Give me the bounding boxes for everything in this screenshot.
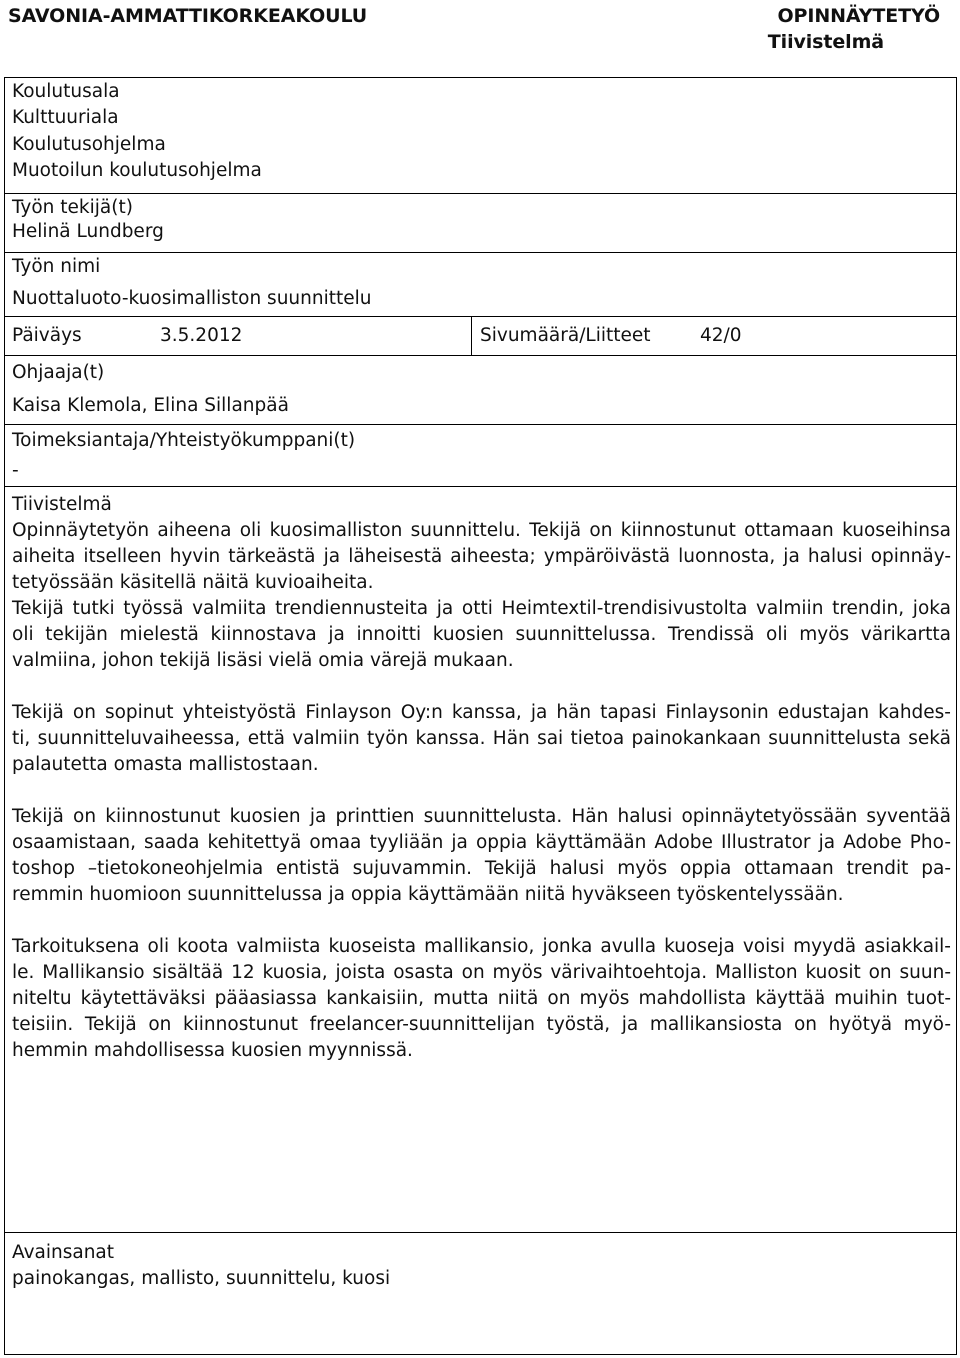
document-subtitle: Tiivistelmä: [767, 31, 884, 53]
field-value: Kulttuuriala: [12, 107, 119, 128]
abstract-paragraph-1: [12, 518, 951, 596]
date-label: Päiväys: [12, 325, 82, 346]
date-value: 3.5.2012: [160, 325, 243, 346]
text-line: osaamistaan, saada kehitettyä omaa tyyliään ja oppia käyttämään Adobe Illustrator ja Adobe Pho-: [12, 832, 951, 853]
institution-name: SAVONIA-AMMATTIKORKEAKOULU: [8, 5, 368, 27]
divider-author: [4, 193, 957, 194]
text-line: le. Mallikansio sisältää 12 kuosia, joista osasta on myös värivaihtoehtoja. Malliston kuosit on suun-: [12, 962, 951, 983]
supervisor-label: Ohjaaja(t): [12, 362, 105, 383]
text-line: oli tekijän mielestä kiinnostava ja innoitti kuosien suunnittelussa. Trendissä oli myös värikartta: [12, 624, 951, 645]
abstract-paragraph-4: [12, 804, 951, 908]
thesis-title-value: Nuottaluoto-kuosimalliston suunnittelu: [12, 288, 372, 309]
title-label: Työn nimi: [12, 256, 101, 277]
keywords-label: Avainsanat: [12, 1242, 115, 1263]
text-line: aiheita itselleen hyvin tärkeästä ja läheisestä aiheesta; ympäröivästä luonnosta, ja halusi opinnäy-: [12, 546, 951, 567]
divider-title: [4, 252, 957, 253]
pages-value: 42/0: [700, 325, 742, 346]
client-value: -: [12, 460, 19, 481]
pages-label: Sivumäärä/Liitteet: [480, 325, 651, 346]
document-type: OPINNÄYTETYÖ: [777, 5, 940, 27]
text-line: palautetta omasta mallistostaan.: [12, 754, 319, 775]
text-line: Tekijä tutki työssä valmiita trendiennusteita ja otti Heimtextil-trendisivustolta valmiin trendin, joka: [12, 598, 951, 619]
text-line: niteltu käytettäväksi pääasiassa kankaisiin, mutta niitä on myös mahdollista käyttää muihin tuot-: [12, 988, 951, 1009]
text-line: toshop –tietokoneohjelmia entistä sujuvammin. Tekijä halusi myös oppia ottamaan trendit pa-: [12, 858, 951, 879]
divider-date: [4, 316, 957, 317]
supervisor-value: Kaisa Klemola, Elina Sillanpää: [12, 395, 289, 416]
text-line: Tekijä on kiinnostunut kuosien ja printtien suunnittelusta. Hän halusi opinnäytetyössään syventää: [12, 806, 951, 827]
abstract-paragraph-3: [12, 700, 951, 778]
text-line: Opinnäytetyön aiheena oli kuosimalliston suunnittelu. Tekijä on kiinnostunut ottamaan kuoseihinsa: [12, 520, 951, 541]
divider-keywords: [4, 1232, 957, 1233]
date-row-divider: [471, 316, 472, 355]
client-label: Toimeksiantaja/Yhteistyökumppani(t): [12, 430, 356, 451]
text-line: Tarkoituksena oli koota valmiista kuoseista mallikansio, jonka avulla kuoseja voisi myydä asiakkail-: [12, 936, 951, 957]
abstract-paragraph-5: [12, 934, 951, 1064]
author-value: Helinä Lundberg: [12, 221, 164, 242]
divider-client: [4, 424, 957, 425]
abstract-label: Tiivistelmä: [12, 494, 112, 515]
author-label: Työn tekijä(t): [12, 197, 133, 218]
text-line: Tekijä on sopinut yhteistyöstä Finlayson Oy:n kanssa, ja hän tapasi Finlaysonin edustajan kahdes-: [12, 702, 951, 723]
text-line: ti, suunnitteluvaiheessa, että valmiin työn kanssa. Hän sai tietoa painokankaan suunnittelusta sekä: [12, 728, 951, 749]
abstract-paragraph-2: [12, 596, 951, 674]
text-line: tetyössään käsitellä näitä kuvioaiheita.: [12, 572, 374, 593]
text-line: remmin huomioon suunnittelussa ja oppia käyttämään niitä hyväkseen työskentelyssään.: [12, 884, 844, 905]
programme-label: Koulutusohjelma: [12, 134, 166, 155]
divider-abstract: [4, 486, 957, 487]
field-label: Koulutusala: [12, 81, 120, 102]
text-line: hemmin mahdollisessa kuosien myynnissä.: [12, 1040, 413, 1061]
keywords-value: painokangas, mallisto, suunnittelu, kuosi: [12, 1268, 391, 1289]
text-line: teisiin. Tekijä on kiinnostunut freelancer-suunnittelijan työstä, ja mallikansiosta on hyötyä myö-: [12, 1014, 951, 1035]
text-line: valmiina, johon tekijä lisäsi vielä omia värejä mukaan.: [12, 650, 514, 671]
programme-value: Muotoilun koulutusohjelma: [12, 160, 262, 181]
divider-supervisor: [4, 355, 957, 356]
